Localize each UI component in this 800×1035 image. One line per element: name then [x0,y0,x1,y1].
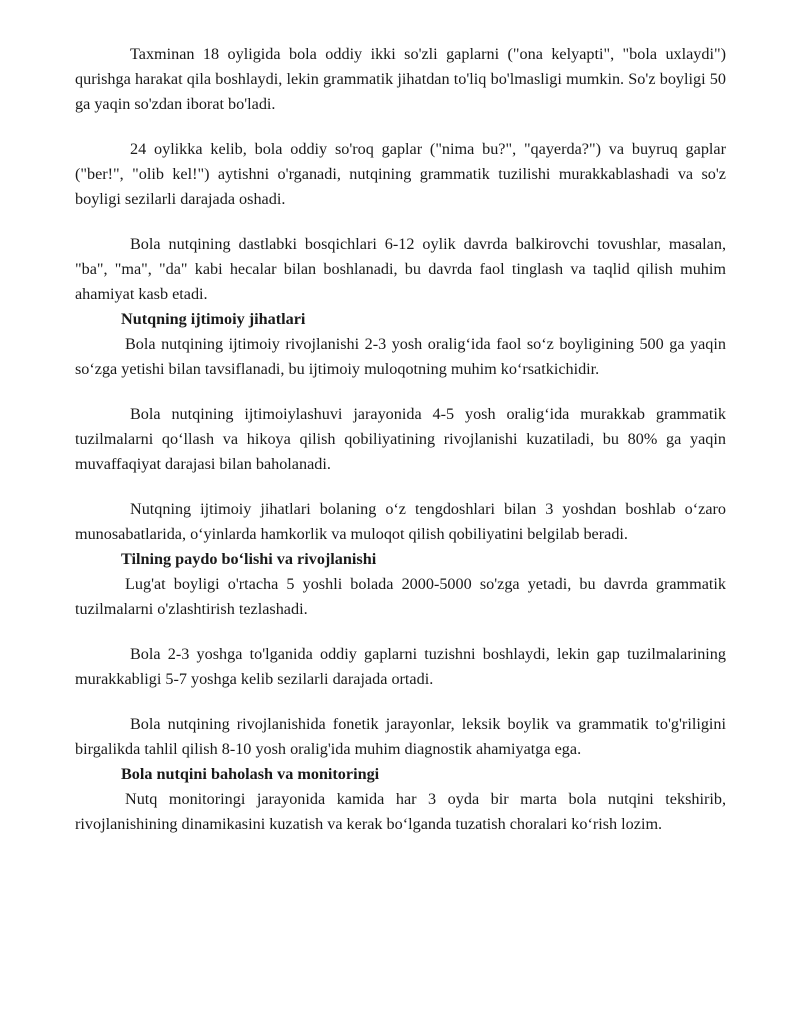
document-page [75,42,726,837]
paragraph-peer-relations: Nutqning ijtimoiy jihatlari bolaning o‘z tengdoshlari bilan 3 yoshdan boshlab o‘zaro munosabatlarida, o‘yinlarda hamkorlik va muloqot qilish qobiliyatini belgilab beradi. [75,500,726,543]
section-heading-assessment: Bola nutqini baholash va monitoringi [121,765,380,783]
paragraph-24-months: 24 oylikka kelib, bola oddiy so'roq gaplar ("nima bu?", "qayerda?") va buyruq gaplar ("ber!", "olib kel!") aytishni o'rganadi, nutqining grammatik tuzilishi murakkablashadi va so'z boyligi sezilarli darajada oshadi. [75,140,726,208]
paragraph-socialization: Bola nutqining ijtimoiylashuvi jarayonida 4-5 yosh oralig‘ida murakkab grammatik tuzilmalarni qo‘llash va hikoya qilish qobiliyatining rivojlanishi kuzatiladi, bu 80% ga yaqin muvaffaqiyat darajasi bilan baholanadi. [75,405,726,473]
paragraph-sentence-building: Bola 2-3 yoshga to'lganida oddiy gaplarni tuzishni boshlaydi, lekin gap tuzilmalarining murakkabligi 5-7 yoshga kelib sezilarli darajada ortadi. [75,645,726,688]
paragraph-18-months: Taxminan 18 oyligida bola oddiy ikki so'zli gaplarni ("ona kelyapti", "bola uxlaydi") qurishga harakat qila boshlaydi, lekin grammatik jihatdan to'liq bo'lmasligi mumkin. So'z boyligi 50 ga yaqin so'zdan iborat bo'ladi. [75,45,726,113]
section-heading-social-aspects: Nutqning ijtimoiy jihatlari [121,310,306,328]
paragraph-social-development: Bola nutqining ijtimoiy rivojlanishi 2-3 yosh oralig‘ida faol so‘z boyligining 500 ga yaqin so‘zga yetishi bilan tavsiflanadi, bu ijtimoiy muloqotning muhim ko‘rsatkichidir. [75,335,726,378]
paragraph-monitoring: Nutq monitoringi jarayonida kamida har 3 oyda bir marta bola nutqini tekshirib, rivojlanishining dinamikasini kuzatish va kerak bo‘lganda tuzatish choralari ko‘rish lozim. [75,790,726,833]
paragraph-vocabulary: Lug'at boyligi o'rtacha 5 yoshli bolada 2000-5000 so'zga yetadi, bu davrda grammatik tuzilmalarni o'zlashtirish tezlashadi. [75,575,726,618]
section-heading-language-emergence: Tilning paydo bo‘lishi va rivojlanishi [121,550,377,568]
paragraph-diagnostics: Bola nutqining rivojlanishida fonetik jarayonlar, leksik boylik va grammatik to'g'riligini birgalikda tahlil qilish 8-10 yosh oralig'ida muhim diagnostik ahamiyatga ega. [75,715,726,758]
paragraph-early-stages: Bola nutqining dastlabki bosqichlari 6-12 oylik davrda balkirovchi tovushlar, masalan, "ba", "ma", "da" kabi hecalar bilan boshlanadi, bu davrda faol tinglash va taqlid qilish muhim ahamiyat kasb etadi. [75,235,726,303]
